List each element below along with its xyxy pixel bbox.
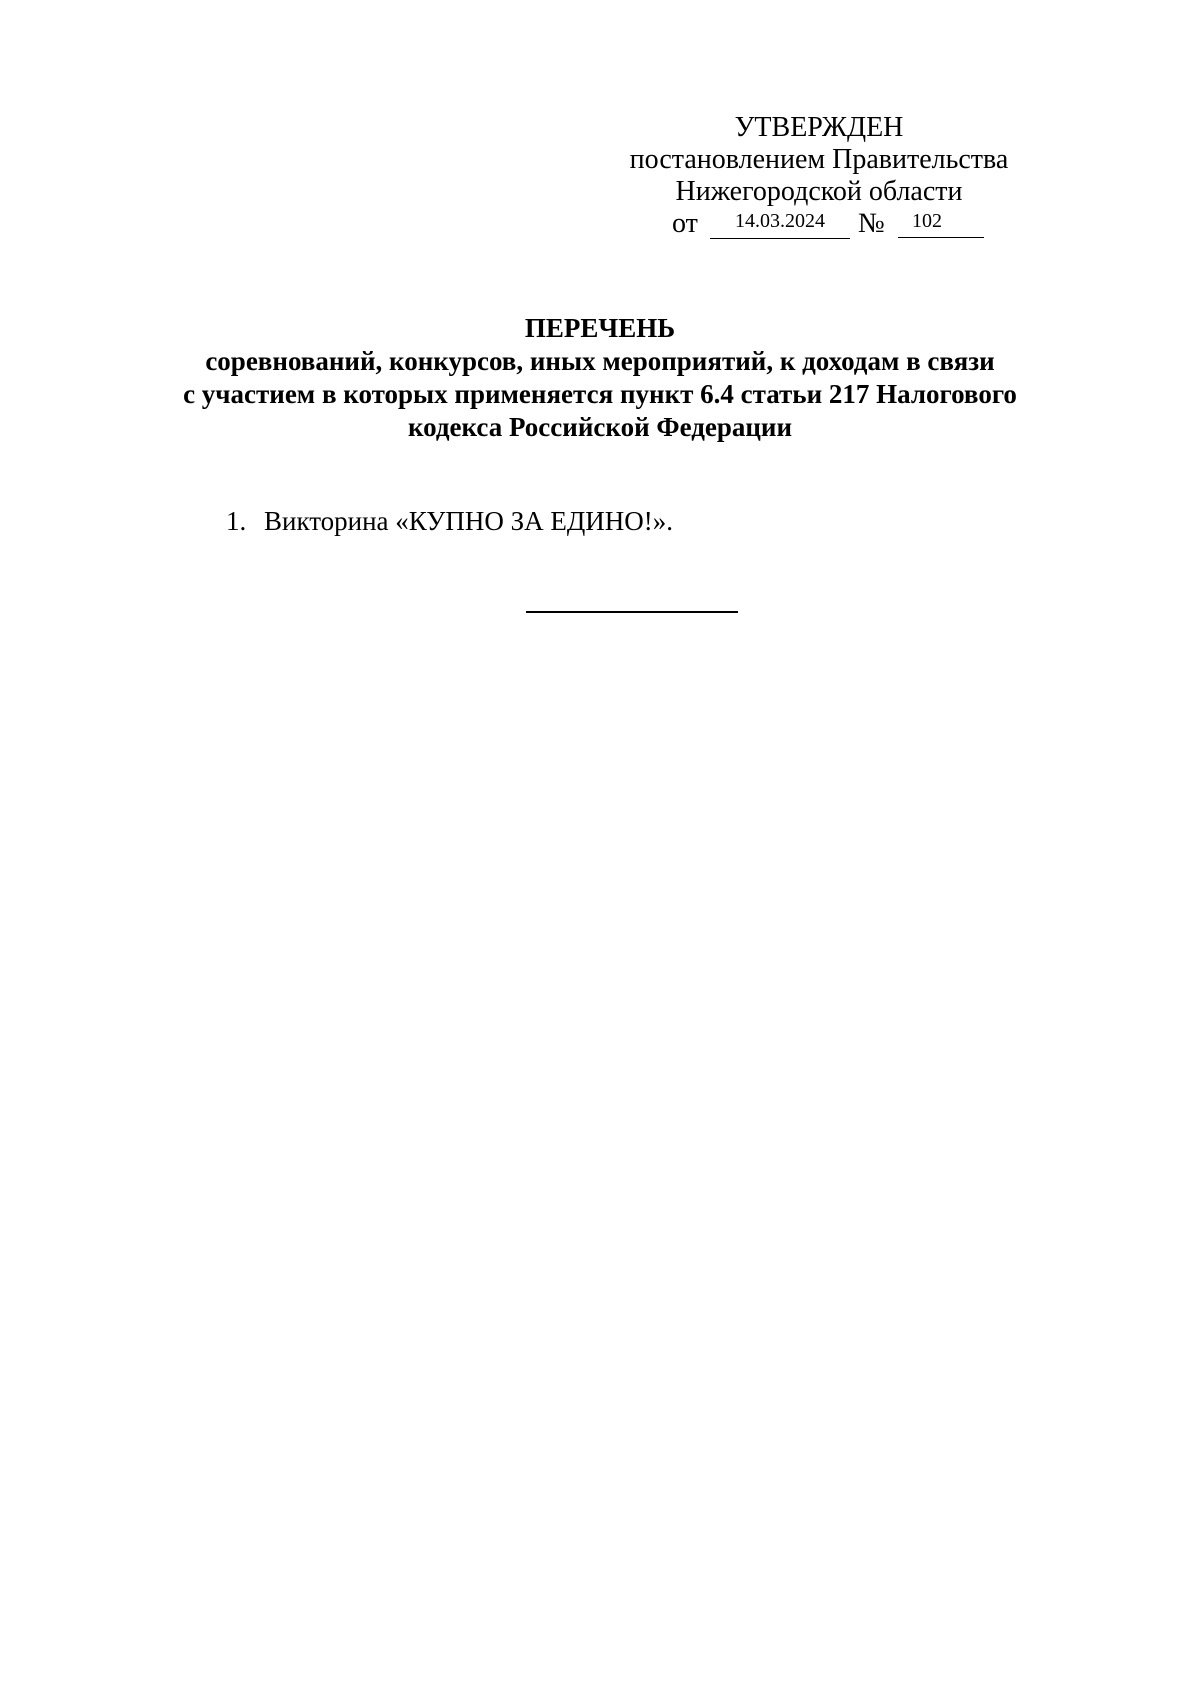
- approval-number: 102: [898, 208, 984, 238]
- list-item-number: 1.: [226, 506, 247, 536]
- approval-stamp: УТВЕРЖДЕН: [734, 112, 904, 143]
- title-heading: ПЕРЕЧЕНЬ: [524, 313, 676, 343]
- approval-date-line: [600, 208, 1038, 240]
- from-label: от: [672, 208, 698, 239]
- list-item-text: Викторина «КУПНО ЗА ЕДИНО!».: [264, 506, 674, 536]
- closing-rule: [526, 611, 738, 613]
- number-label: №: [858, 208, 885, 239]
- approval-by-line: постановлением Правительства: [629, 144, 1009, 175]
- title-line-1: соревнований, конкурсов, иных мероприятий, к доходам в связи: [205, 346, 995, 376]
- approval-region-line: Нижегородской области: [675, 176, 963, 207]
- document-title: [140, 312, 1060, 444]
- title-line-2: с участием в которых применяется пункт 6.4 статьи 217 Налогового: [183, 379, 1017, 409]
- approval-date: 14.03.2024: [710, 208, 850, 239]
- items-list: [226, 505, 673, 537]
- list-item: [226, 505, 673, 537]
- approval-block: [600, 112, 1038, 240]
- title-line-3: кодекса Российской Федерации: [407, 412, 793, 442]
